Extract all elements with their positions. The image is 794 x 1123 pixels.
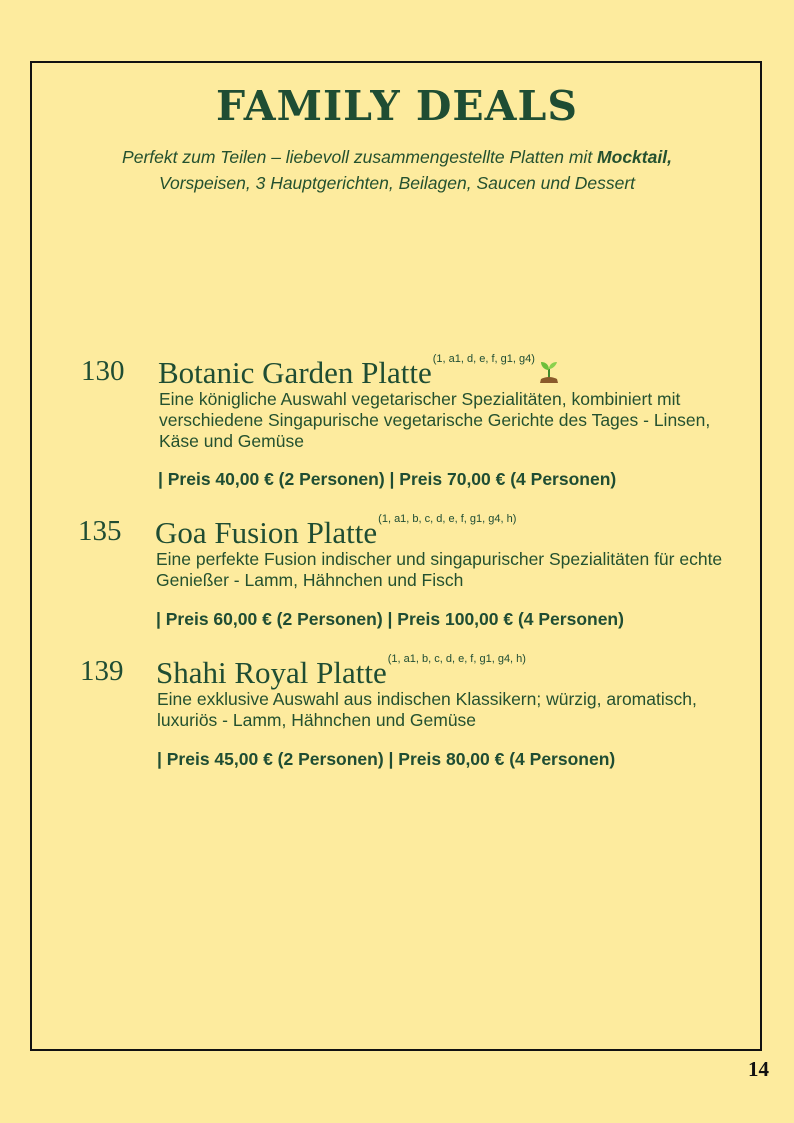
item-description: Eine königliche Auswahl vegetarischer Spezialitäten, kombiniert mit verschiedene Singapurische vegetarische Gerichte des Tages - Linsen, Käse und Gemüse [159, 389, 711, 451]
item-description: Eine exklusive Auswahl aus indischen Klassikern; würzig, aromatisch, luxuriös - Lamm, Hähnchen und Gemüse [157, 689, 697, 730]
item-title: Botanic Garden Platte [158, 355, 432, 390]
item-name [158, 355, 560, 391]
item-price: | Preis 60,00 € (2 Personen) | Preis 100,00 € (4 Personen) [156, 609, 624, 629]
item-allergens: (1, a1, d, e, f, g1, g4) [432, 353, 535, 365]
item-price: | Preis 45,00 € (2 Personen) | Preis 80,00 € (4 Personen) [157, 749, 616, 769]
subtitle-text-end: Vorspeisen, 3 Hauptgerichten, Beilagen, Saucen und Dessert [158, 173, 636, 193]
page-number: 14 [748, 1057, 769, 1081]
subtitle-text-start: Perfekt zum Teilen – liebevoll zusammengestellte Platten mit [122, 147, 598, 167]
sprout-icon [538, 355, 560, 391]
item-title: Shahi Royal Platte [156, 655, 387, 690]
item-name [156, 655, 526, 691]
page-subtitle [60, 144, 734, 196]
item-price: | Preis 40,00 € (2 Personen) | Preis 70,00 € (4 Personen) [158, 469, 617, 489]
item-number: 139 [80, 655, 124, 687]
page-title: FAMILY DEALS [216, 82, 578, 130]
item-allergens: (1, a1, b, c, d, e, f, g1, g4, h) [387, 653, 526, 665]
item-description: Eine perfekte Fusion indischer und singapurischer Spezialitäten für echte Genießer - Lamm, Hähnchen und Fisch [156, 549, 723, 590]
item-title: Goa Fusion Platte [155, 515, 378, 550]
item-number: 130 [81, 355, 125, 387]
item-name [155, 515, 516, 551]
item-allergens: (1, a1, b, c, d, e, f, g1, g4, h) [378, 513, 517, 525]
item-number: 135 [78, 515, 122, 547]
subtitle-mocktail: Mocktail, [597, 147, 672, 167]
